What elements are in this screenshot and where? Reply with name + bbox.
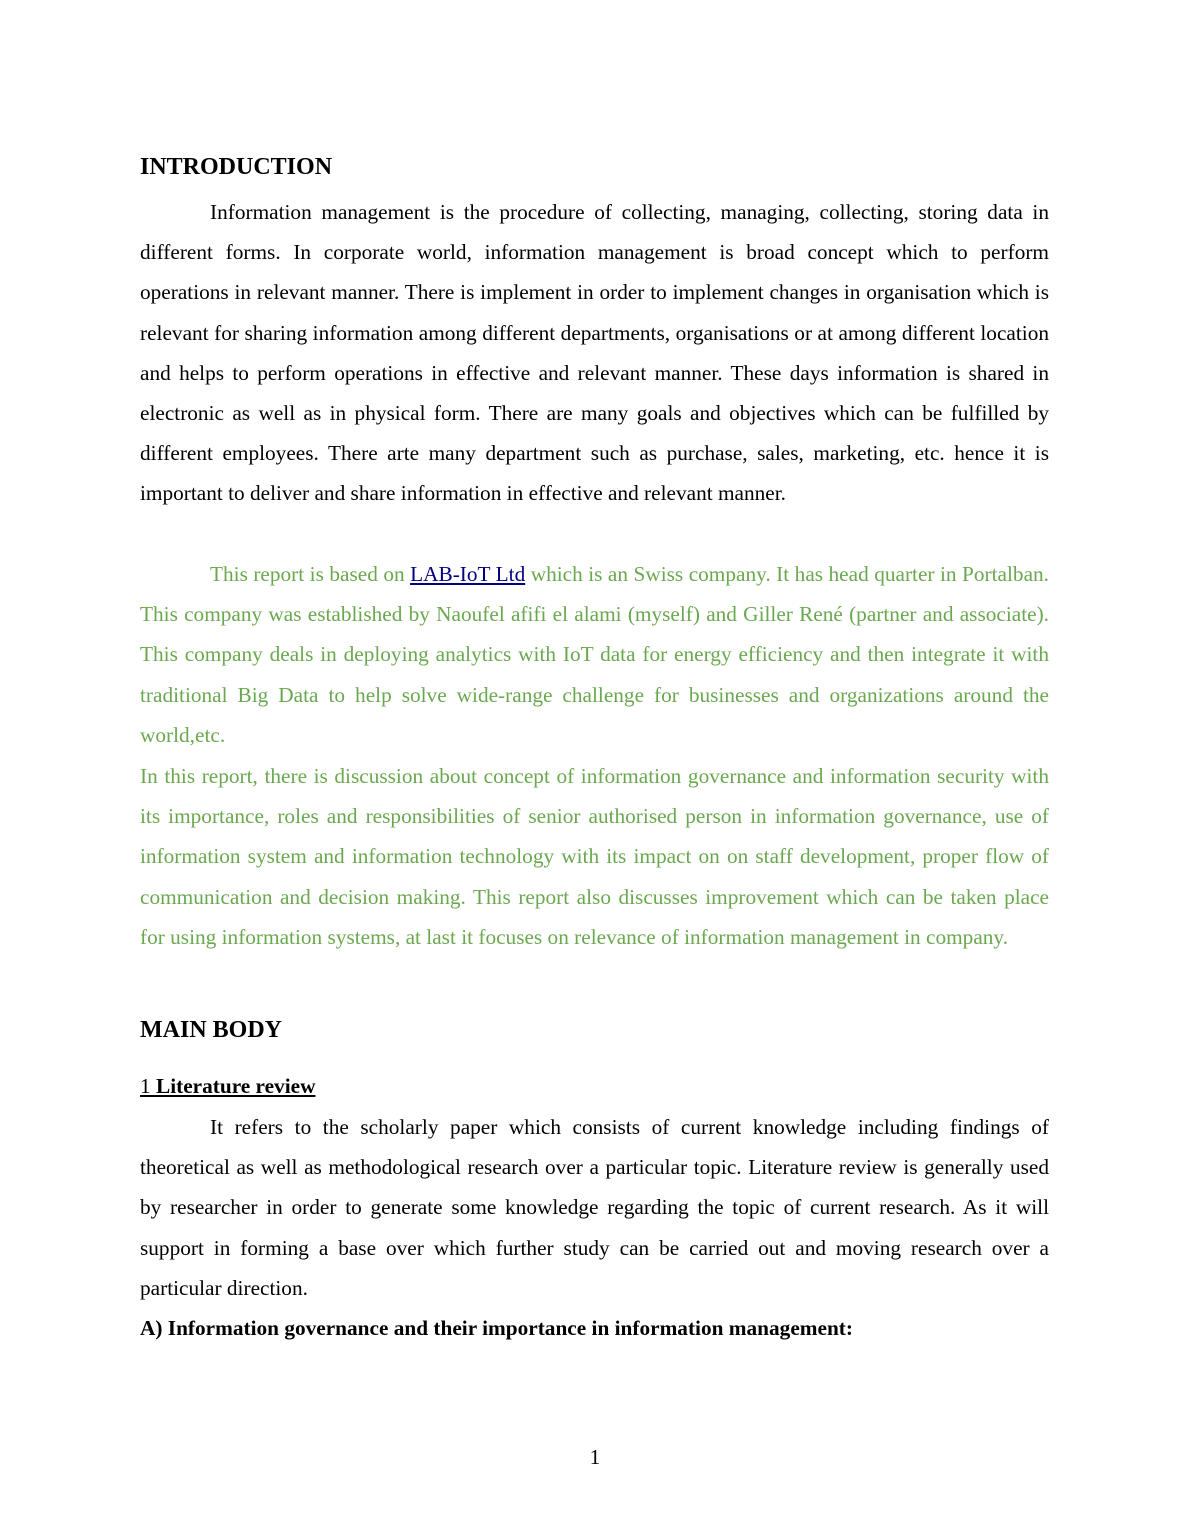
main-body-heading: MAIN BODY [140,1017,282,1043]
section-number: 1 [140,1074,156,1098]
intro-paragraph-2 [140,554,1049,755]
section-title: Literature review [155,1074,316,1098]
literature-review-paragraph: It refers to the scholarly paper which consists of current knowledge including findings of theoretical as well as methodological research over a particular topic. Literature review is generally used by researcher in order to generate some knowledge regarding the topic of current research. As it will support in forming a base over which further study can be carried out and moving research over a particular direction. [140,1115,1049,1300]
intro-paragraph-2-end: which is an Swiss company. It has head quarter in Portalban. This company was established by Naoufel afifi el alami (myself) and Giller René (partner and associate). This company deals in deploying analytics with IoT data for energy efficiency and then integrate it with traditional Big Data to help solve wide-range challenge for businesses and organizations around the world,etc. [140,562,1049,747]
subsection-a-heading: A) Information governance and their importance in information management: [140,1316,853,1340]
intro-heading: INTRODUCTION [140,154,333,180]
page-number: 1 [589,1445,601,1469]
company-link[interactable]: LAB-IoT Ltd [410,562,526,586]
literature-review-heading [140,1072,315,1100]
intro-paragraph-1: Information management is the procedure of collecting, managing, collecting, storing data in different forms. In corporate world, information management is broad concept which to perform operations in relevant manner. There is implement in order to implement changes in organisation which is relevant for sharing information among different departments, organisations or at among different location and helps to perform operations in effective and relevant manner. These days information is shared in electronic as well as in physical form. There are many goals and objectives which can be fulfilled by different employees. There arte many department such as purchase, sales, marketing, etc. hence it is important to deliver and share information in effective and relevant manner. [140,200,1049,506]
intro-paragraph-2-start: This report is based on [210,562,411,586]
intro-paragraph-3: In this report, there is discussion about concept of information governance and information security with its importance, roles and responsibilities of senior authorised person in information governance, use of information system and information technology with its impact on on staff development, proper flow of communication and decision making. This report also discusses improvement which can be taken place for using information systems, at last it focuses on relevance of information management in company. [140,764,1049,949]
